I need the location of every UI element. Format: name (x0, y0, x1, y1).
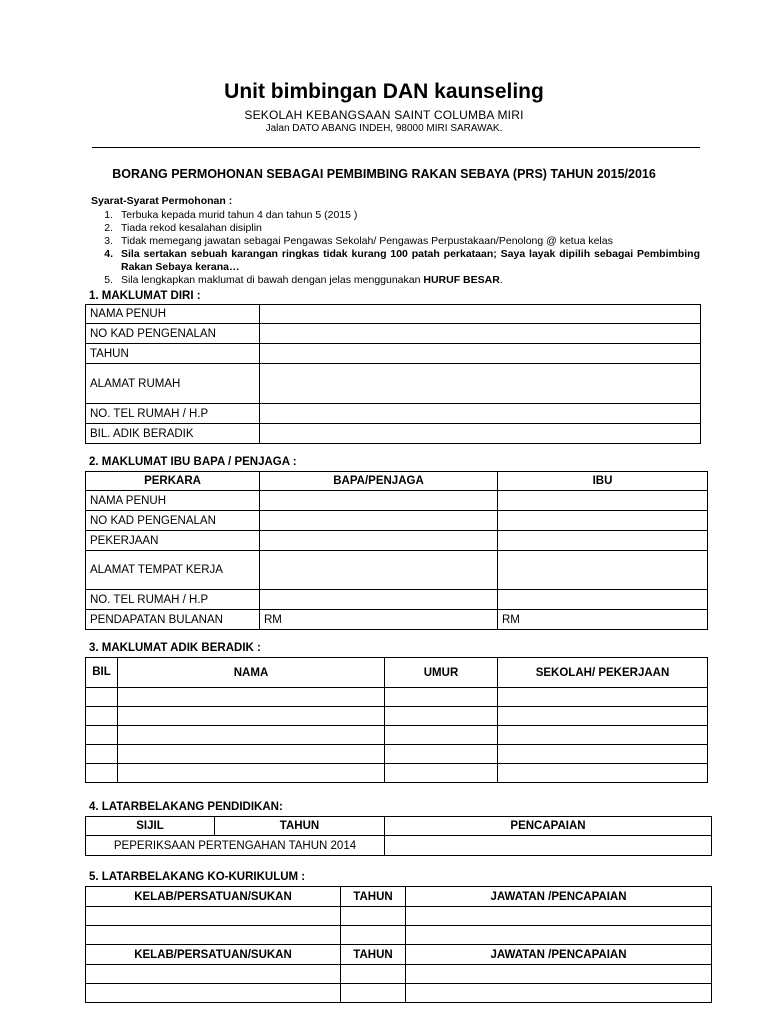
siblings-count-input[interactable] (260, 424, 701, 444)
column-header: IBU (498, 472, 708, 491)
column-header: UMUR (385, 658, 498, 688)
table-cell[interactable] (406, 907, 712, 926)
form-title: BORANG PERMOHONAN SEBAGAI PEMBIMBING RAKAN SEBAYA (PRS) TAHUN 2015/2016 (112, 167, 656, 181)
header-divider (92, 147, 700, 148)
table-cell[interactable] (341, 984, 406, 1003)
personal-info-table (85, 304, 701, 444)
field-label: NAMA PENUH (86, 305, 260, 324)
table-cell[interactable] (118, 688, 385, 707)
table-cell[interactable] (498, 688, 708, 707)
table-cell[interactable] (406, 926, 712, 945)
table-cell[interactable] (86, 926, 341, 945)
cocurricular-table (85, 886, 712, 1003)
column-header: KELAB/PERSATUAN/SUKAN (86, 887, 341, 907)
siblings-table (85, 657, 708, 783)
column-header: SEKOLAH/ PEKERJAAN (498, 658, 708, 688)
table-row (86, 707, 708, 726)
table-row (86, 926, 712, 945)
table-cell[interactable] (86, 707, 118, 726)
table-cell[interactable] (86, 965, 341, 984)
requirement-text-part: Sila lengkapkan maklumat di bawah dengan jelas menggunakan (121, 274, 424, 286)
field-label: PEKERJAAN (86, 531, 260, 551)
table-cell[interactable] (406, 965, 712, 984)
father-income-input[interactable]: RM (260, 610, 498, 630)
table-cell[interactable] (118, 707, 385, 726)
section2-heading: 2. MAKLUMAT IBU BAPA / PENJAGA : (89, 456, 297, 468)
page-title: Unit bimbingan DAN kaunseling (224, 80, 544, 103)
table-cell[interactable] (341, 926, 406, 945)
table-cell[interactable] (118, 764, 385, 783)
table-cell[interactable] (498, 726, 708, 745)
table-cell[interactable] (86, 688, 118, 707)
field-label: BIL. ADIK BERADIK (86, 424, 260, 444)
table-row (86, 688, 708, 707)
requirement-text-emphasis: HURUF BESAR (423, 274, 500, 286)
table-cell[interactable] (86, 745, 118, 764)
table-cell[interactable] (86, 984, 341, 1003)
requirement-item (91, 209, 700, 222)
mother-ic-input[interactable] (498, 511, 708, 531)
table-cell[interactable] (385, 764, 498, 783)
column-header: JAWATAN /PENCAPAIAN (406, 887, 712, 907)
section3-heading: 3. MAKLUMAT ADIK BERADIK : (89, 642, 261, 654)
requirement-text (121, 274, 700, 287)
field-label: PENDAPATAN BULANAN (86, 610, 260, 630)
full-name-input[interactable] (260, 305, 701, 324)
field-label: TAHUN (86, 344, 260, 364)
field-label: NO. TEL RUMAH / H.P (86, 590, 260, 610)
school-address: Jalan DATO ABANG INDEH, 98000 MIRI SARAWAK. (265, 123, 503, 134)
table-cell[interactable] (341, 907, 406, 926)
column-header: SIJIL (86, 817, 215, 836)
education-table (85, 816, 712, 856)
mother-work-address-input[interactable] (498, 551, 708, 590)
home-address-input[interactable] (260, 364, 701, 404)
table-row (86, 764, 708, 783)
school-name: SEKOLAH KEBANGSAAN SAINT COLUMBA MIRI (244, 108, 524, 122)
table-row (86, 907, 712, 926)
requirement-number: 3. (104, 235, 113, 247)
exam-label: PEPERIKSAAN PERTENGAHAN TAHUN 2014 (86, 836, 385, 856)
requirement-number: 1. (104, 209, 113, 221)
column-header: BIL (86, 658, 118, 688)
field-label: NO. TEL RUMAH / H.P (86, 404, 260, 424)
table-cell[interactable] (341, 965, 406, 984)
requirement-text-part: . (499, 274, 503, 286)
ic-number-input[interactable] (260, 324, 701, 344)
requirement-number: 2. (104, 222, 113, 234)
column-header: TAHUN (215, 817, 385, 836)
mother-name-input[interactable] (498, 491, 708, 511)
requirement-item (91, 248, 700, 274)
table-cell[interactable] (86, 907, 341, 926)
column-header: TAHUN (341, 945, 406, 965)
requirement-item (91, 274, 700, 287)
table-cell[interactable] (118, 745, 385, 764)
table-row (86, 726, 708, 745)
father-name-input[interactable] (260, 491, 498, 511)
table-row (86, 965, 712, 984)
table-cell[interactable] (385, 726, 498, 745)
achievement-input[interactable] (385, 836, 712, 856)
requirement-text: Terbuka kepada murid tahun 4 dan tahun 5 (2015 ) (121, 209, 358, 221)
requirement-number: 5. (104, 274, 113, 286)
table-cell[interactable] (385, 745, 498, 764)
requirement-text: Tidak memegang jawatan sebagai Pengawas Sekolah/ Pengawas Perpustakaan/Penolong @ ketua kelas (121, 235, 613, 247)
table-cell[interactable] (406, 984, 712, 1003)
year-input[interactable] (260, 344, 701, 364)
parents-info-table (85, 471, 708, 630)
requirement-item (91, 235, 700, 248)
requirement-text: Tiada rekod kesalahan disiplin (121, 222, 262, 234)
father-ic-input[interactable] (260, 511, 498, 531)
table-row (86, 745, 708, 764)
requirement-text: Sila sertakan sebuah karangan ringkas tidak kurang 100 patah perkataan; Saya layak dipilih sebagai Pembimbing Rakan Sebaya kerana… (121, 248, 700, 273)
field-label: NO KAD PENGENALAN (86, 324, 260, 344)
section5-heading: 5. LATARBELAKANG KO-KURIKULUM : (89, 871, 306, 883)
column-header: PERKARA (86, 472, 260, 491)
column-header: KELAB/PERSATUAN/SUKAN (86, 945, 341, 965)
table-cell[interactable] (498, 707, 708, 726)
table-row (86, 984, 712, 1003)
column-header: BAPA/PENJAGA (260, 472, 498, 491)
father-phone-input[interactable] (260, 590, 498, 610)
column-header: NAMA (118, 658, 385, 688)
table-cell[interactable] (86, 764, 118, 783)
mother-occupation-input[interactable] (498, 531, 708, 551)
field-label: ALAMAT TEMPAT KERJA (86, 551, 260, 590)
field-label: ALAMAT RUMAH (86, 364, 260, 404)
requirements-list (91, 209, 700, 287)
mother-income-input[interactable]: RM (498, 610, 708, 630)
table-cell[interactable] (118, 726, 385, 745)
field-label: NO KAD PENGENALAN (86, 511, 260, 531)
table-cell[interactable] (86, 726, 118, 745)
father-occupation-input[interactable] (260, 531, 498, 551)
phone-input[interactable] (260, 404, 701, 424)
requirements-heading: Syarat-Syarat Permohonan : (91, 195, 233, 207)
mother-phone-input[interactable] (498, 590, 708, 610)
table-cell[interactable] (385, 688, 498, 707)
section4-heading: 4. LATARBELAKANG PENDIDIKAN: (89, 801, 283, 813)
column-header: PENCAPAIAN (385, 817, 712, 836)
table-cell[interactable] (498, 764, 708, 783)
table-cell[interactable] (498, 745, 708, 764)
column-header: TAHUN (341, 887, 406, 907)
table-cell[interactable] (385, 707, 498, 726)
field-label: NAMA PENUH (86, 491, 260, 511)
requirement-item (91, 222, 700, 235)
column-header: JAWATAN /PENCAPAIAN (406, 945, 712, 965)
section1-heading: 1. MAKLUMAT DIRI : (89, 290, 201, 302)
requirement-number: 4. (104, 248, 113, 260)
father-work-address-input[interactable] (260, 551, 498, 590)
